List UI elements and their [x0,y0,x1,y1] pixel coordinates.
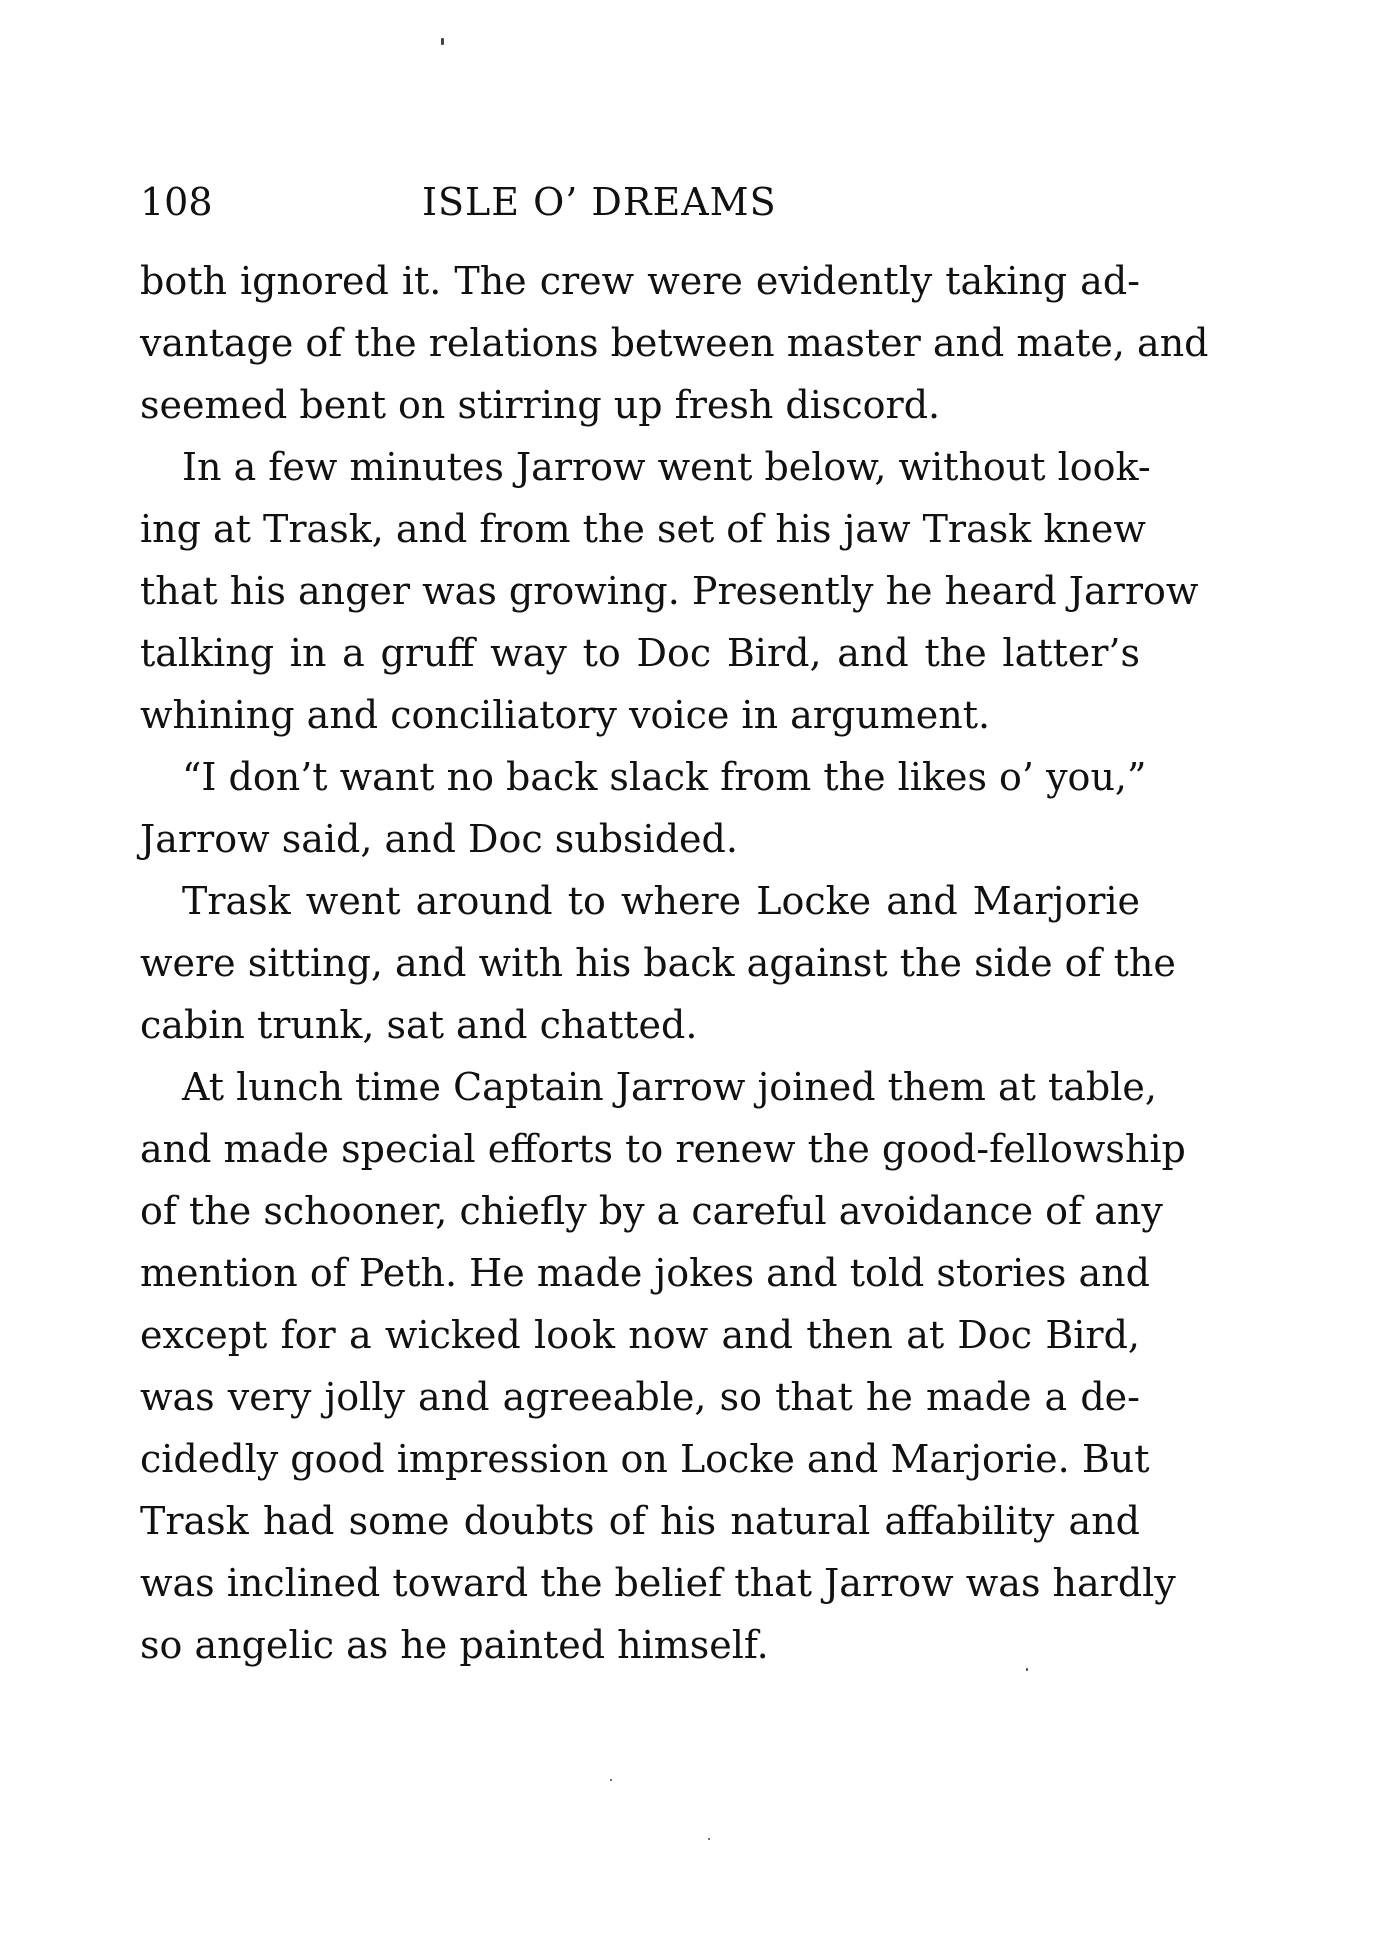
text-line: except for a wicked look now and then at Doc Bird, [140,1313,1140,1357]
text-line: Trask went around to where Locke and Marjorie [182,879,1140,923]
text-line: whining and conciliatory voice in argument. [140,693,991,737]
text-line: mention of Peth. He made jokes and told stories and [140,1251,1150,1295]
text-line: seemed bent on stirring up fresh discord. [140,383,941,427]
text-line: vantage of the relations between master and mate, and [140,321,1209,365]
page-header [140,172,1140,232]
text-line: Trask had some doubts of his natural affability and [140,1499,1140,1543]
text-line: ing at Trask, and from the set of his jaw Trask knew [140,507,1146,551]
text-line: cabin trunk, sat and chatted. [140,1003,698,1047]
running-title: ISLE O’ DREAMS [422,180,777,224]
text-line: At lunch time Captain Jarrow joined them at table, [182,1065,1157,1109]
ink-speck [441,38,444,45]
text-line: In a few minutes Jarrow went below, without look- [182,445,1151,489]
text-line: talking in a gruff way to Doc Bird, and the latter’s [140,631,1140,675]
text-line: cidedly good impression on Locke and Marjorie. But [140,1437,1150,1481]
ink-speck [708,1838,710,1840]
text-line: of the schooner, chiefly by a careful avoidance of any [140,1189,1163,1233]
text-line: “I don’t want no back slack from the likes o’ you,” [182,755,1147,799]
text-line: so angelic as he painted himself. [140,1623,769,1667]
text-line: was very jolly and agreeable, so that he made a de- [140,1375,1140,1419]
text-line: were sitting, and with his back against the side of the [140,941,1176,985]
ink-speck [1026,1668,1028,1671]
text-line: and made special efforts to renew the good-fellowship [140,1127,1186,1171]
text-line: that his anger was growing. Presently he heard Jarrow [140,569,1199,613]
ink-speck [610,1779,612,1781]
body-text [140,250,1209,1676]
page-number: 108 [140,180,213,224]
text-line: Jarrow said, and Doc subsided. [140,817,738,861]
text-line: both ignored it. The crew were evidently taking ad- [140,259,1140,303]
text-line: was inclined toward the belief that Jarrow was hardly [140,1561,1176,1605]
